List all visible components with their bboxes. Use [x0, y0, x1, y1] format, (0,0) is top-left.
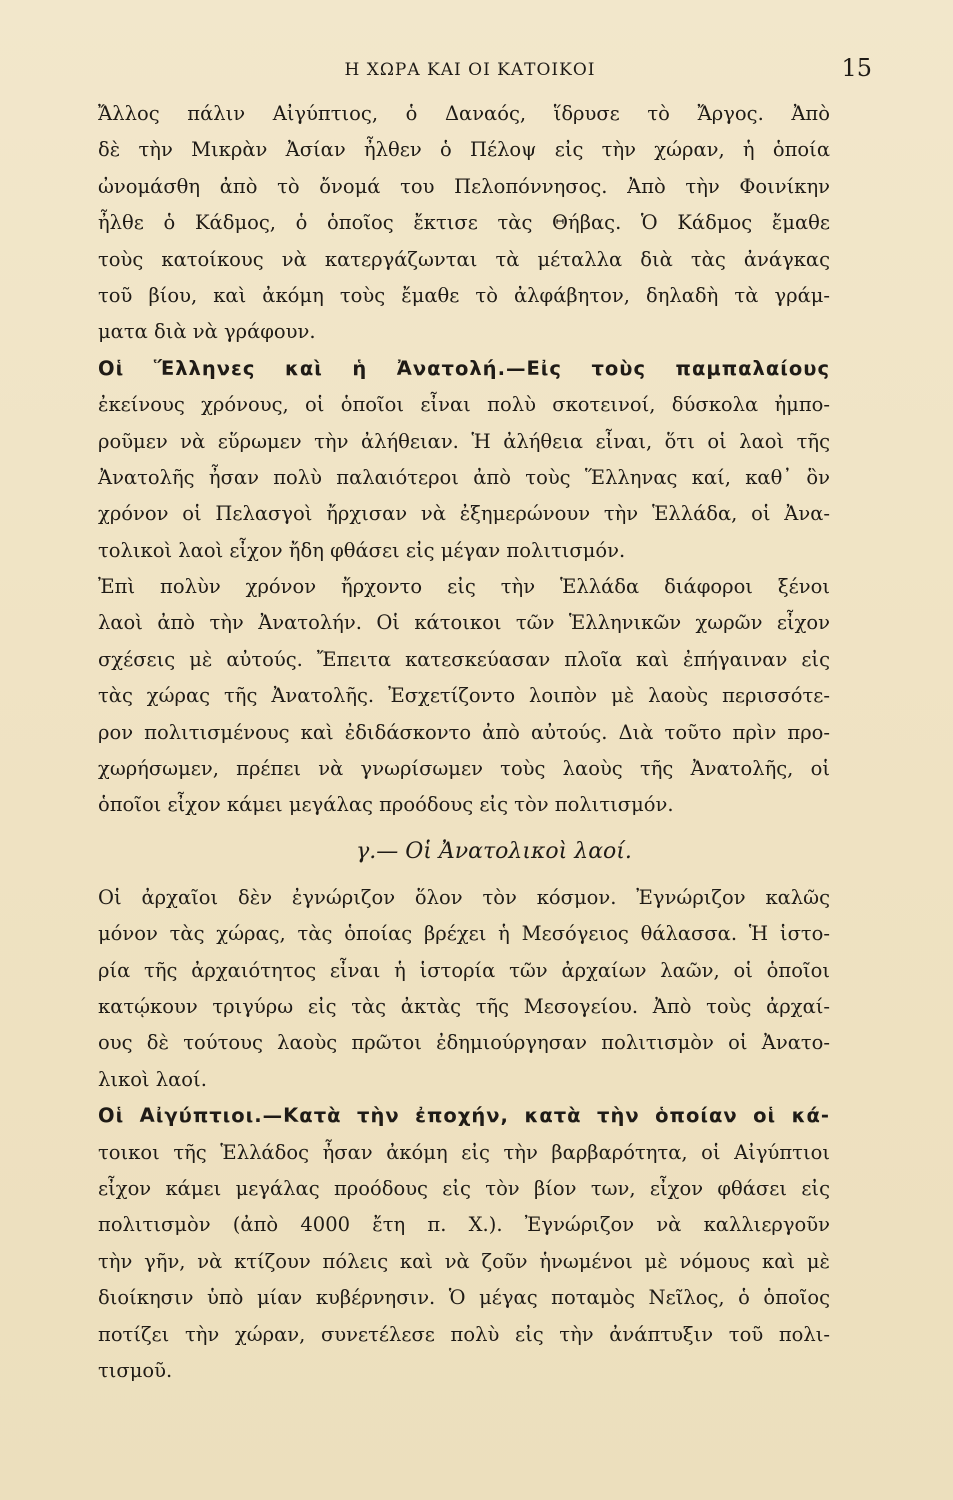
- text-line: ἐκείνους χρόνους, οἱ ὁποῖοι εἶναι πολὺ σκοτεινοί, δύσκολα ἠμπο-: [98, 393, 830, 417]
- text-line: τὰς χώρας τῆς Ἀνατολῆς. Ἐσχετίζοντο λοιπὸν μὲ λαοὺς περισσότε-: [98, 684, 830, 708]
- text-line: Ἐπὶ πολὺν χρόνον ἤρχοντο εἰς τὴν Ἑλλάδα διάφοροι ξένοι: [98, 575, 830, 599]
- text-line: ποτίζει τὴν χώραν, συνετέλεσε πολὺ εἰς τὴν ἀνάπτυξιν τοῦ πολι-: [98, 1322, 830, 1346]
- text-line: τολικοὶ λαοὶ εἶχον ἤδη φθάσει εἰς μέγαν πολιτισμόν.: [98, 538, 626, 562]
- text-line: χωρήσωμεν, πρέπει νὰ γνωρίσωμεν τοὺς λαοὺς τῆς Ἀνατολῆς, οἱ: [98, 757, 830, 781]
- text-line: ρία τῆς ἀρχαιότητος εἶναι ἡ ἱστορία τῶν ἀρχαίων λαῶν, οἱ ὁποῖοι: [98, 958, 830, 982]
- text-line: δὲ τὴν Μικρὰν Ἀσίαν ἦλθεν ὁ Πέλοψ εἰς τὴν χώραν, ἡ ὁποία: [98, 138, 830, 162]
- text-line: ους δὲ τούτους λαοὺς πρῶτοι ἐδημιούργησαν πολιτισμὸν οἱ Ἀνατο-: [98, 1031, 830, 1055]
- running-title: Η ΧΩΡΑ ΚΑΙ ΟΙ ΚΑΤΟΙΚΟΙ: [344, 60, 596, 80]
- text-line: χρόνον οἱ Πελασγοὶ ἤρχισαν νὰ ἐξημερώνουν τὴν Ἑλλάδα, οἱ Ἀνα-: [98, 502, 830, 526]
- side-heading-line: Οἱ Αἰγύπτιοι.—Κατὰ τὴν ἐποχήν, κατὰ τὴν ὁποίαν οἱ κά-: [98, 1104, 830, 1128]
- text-line: εἶχον κάμει μεγάλας προόδους εἰς τὸν βίον των, εἶχον φθάσει εἰς: [98, 1176, 830, 1200]
- text-line: λαοὶ ἀπὸ τὴν Ἀνατολήν. Οἱ κάτοικοι τῶν Ἑλληνικῶν χωρῶν εἶχον: [98, 611, 830, 635]
- text-line: διοίκησιν ὑπὸ μίαν κυβέρνησιν. Ὁ μέγας ποταμὸς Νεῖλος, ὁ ὁποῖος: [98, 1286, 830, 1310]
- text-line: τοῦ βίου, καὶ ἀκόμη τοὺς ἔμαθε τὸ ἀλφάβητον, δηλαδὴ τὰ γράμ-: [98, 283, 830, 307]
- page-header: [90, 54, 872, 90]
- text-line: ὠνομάσθη ἀπὸ τὸ ὄνομά του Πελοπόννησος. Ἀπὸ τὴν Φοινίκην: [98, 174, 830, 198]
- text-line: ρον πολιτισμένους καὶ ἐδιδάσκοντο ἀπὸ αὐτούς. Διὰ τοῦτο πρὶν προ-: [98, 720, 830, 744]
- text-line: ματα διὰ νὰ γράφουν.: [98, 320, 316, 344]
- text-line: μόνον τὰς χώρας, τὰς ὁποίας βρέχει ἡ Μεσόγειος θάλασσα. Ἡ ἱστο-: [98, 922, 830, 946]
- section-heading: γ.— Οἱ Ἀνατολικοὶ λαοί.: [356, 838, 632, 864]
- text-line: Οἱ ἀρχαῖοι δὲν ἐγνώριζον ὅλον τὸν κόσμον. Ἐγνώριζον καλῶς: [98, 885, 830, 909]
- text-line: τοὺς κατοίκους νὰ κατεργάζωνται τὰ μέταλλα διὰ τὰς ἀνάγκας: [98, 247, 830, 271]
- text-line: ὁποῖοι εἶχον κάμει μεγάλας προόδους εἰς τὸν πολιτισμόν.: [98, 793, 674, 817]
- text-line: τὴν γῆν, νὰ κτίζουν πόλεις καὶ νὰ ζοῦν ἡνωμένοι μὲ νόμους καὶ μὲ: [98, 1249, 830, 1273]
- text-line: πολιτισμὸν (ἀπὸ 4000 ἔτη π. Χ.). Ἐγνώριζον νὰ καλλιεργοῦν: [98, 1213, 830, 1237]
- page-number: 15: [841, 54, 872, 82]
- side-heading-line: Οἱ Ἕλληνες καὶ ἡ Ἀνατολή.—Εἰς τοὺς παμπαλαίους: [98, 356, 830, 380]
- text-line: ροῦμεν νὰ εὕρωμεν τὴν ἀλήθειαν. Ἡ ἀλήθεια εἶναι, ὅτι οἱ λαοὶ τῆς: [98, 429, 830, 453]
- text-line: Ἄλλος πάλιν Αἰγύπτιος, ὁ Δαναός, ἵδρυσε τὸ Ἄργος. Ἀπὸ: [98, 102, 830, 125]
- text-line: τισμοῦ.: [98, 1358, 173, 1382]
- text-line: τοικοι τῆς Ἑλλάδος ἦσαν ἀκόμη εἰς τὴν βαρβαρότητα, οἱ Αἰγύπτιοι: [98, 1140, 830, 1164]
- text-line: κατῴκουν τριγύρω εἰς τὰς ἀκτὰς τῆς Μεσογείου. Ἀπὸ τοὺς ἀρχαί-: [98, 994, 830, 1018]
- body-text: [98, 96, 830, 1389]
- text-line: ἦλθε ὁ Κάδμος, ὁ ὁποῖος ἔκτισε τὰς Θήβας. Ὁ Κάδμος ἔμαθε: [98, 211, 830, 235]
- text-line: σχέσεις μὲ αὐτούς. Ἔπειτα κατεσκεύασαν πλοῖα καὶ ἐπήγαιναν εἰς: [98, 647, 830, 671]
- text-line: Ἀνατολῆς ἦσαν πολὺ παλαιότεροι ἀπὸ τοὺς Ἕλληνας καί, καθ᾽ ὃν: [98, 465, 830, 489]
- text-line: λικοὶ λαοί.: [98, 1067, 207, 1091]
